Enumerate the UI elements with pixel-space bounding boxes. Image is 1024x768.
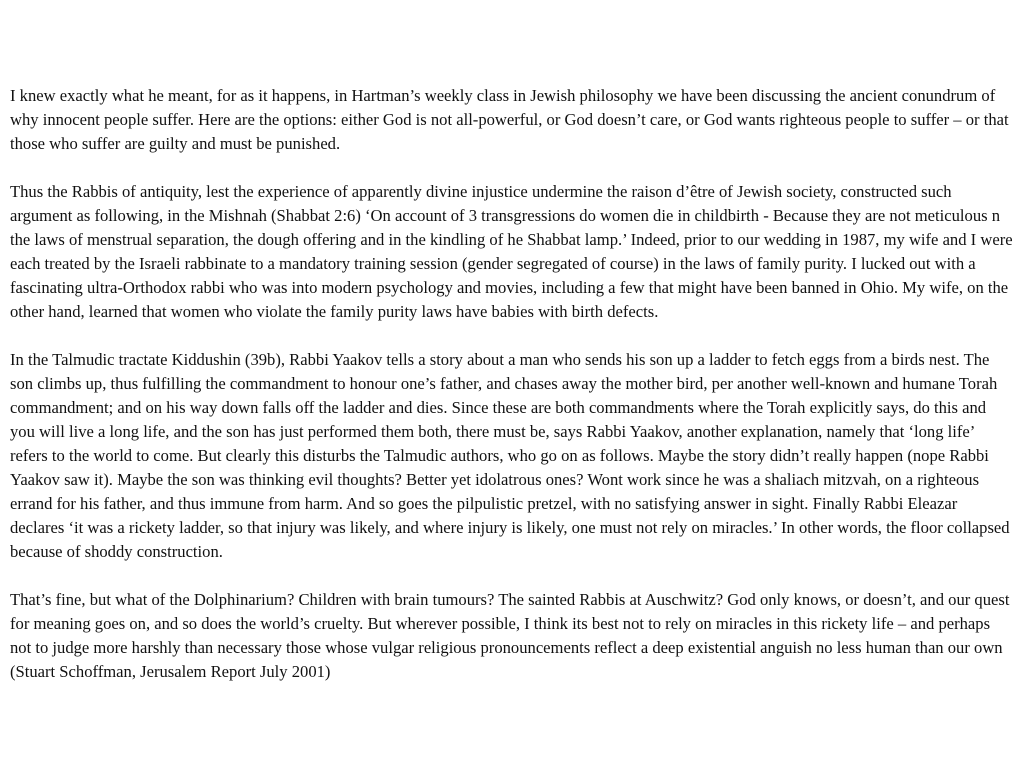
paragraph-rabbis-antiquity: Thus the Rabbis of antiquity, lest the experience of apparently divine injustice undermine the raison d’être of Jewish society, constructed such argument as following, in the Mishnah (Shabbat 2:6) ‘On account of 3 transgressions do women die in childbirth - Because they are not meticulous n the laws of menstrual separation, the dough offering and in the kindling of he Shabbat lamp.’ Indeed, prior to our wedding in 1987, my wife and I were each treated by the Israeli rabbinate to a mandatory training session (gender segregated of course) in the laws of family purity. I lucked out with a fascinating ultra-Orthodox rabbi who was into modern psychology and movies, including a few that might have been banned in Ohio. My wife, on the other hand, learned that women who violate the family purity laws have babies with birth defects. [10,182,1013,321]
paragraph-kiddushin-story: In the Talmudic tractate Kiddushin (39b), Rabbi Yaakov tells a story about a man who sends his son up a ladder to fetch eggs from a birds nest. The son climbs up, thus fulfilling the commandment to honour one’s father, and chases away the mother bird, per another well-known and humane Torah commandment; and on his way down falls off the ladder and dies. Since these are both commandments where the Torah explicitly says, do this and you will live a long life, and the son has just performed them both, there must be, says Rabbi Yaakov, another explanation, namely that ‘long life’ refers to the world to come. But clearly this disturbs the Talmudic authors, who go on as follows. Maybe the story didn’t really happen (nope Rabbi Yaakov saw it). Maybe the son was thinking evil thoughts? Better yet idolatrous ones? Wont work since he was a shaliach mitzvah, on a righteous errand for his father, and thus immune from harm. And so goes the pilpulistic pretzel, with no satisfying answer in sight. Finally Rabbi Eleazar declares ‘it was a rickety ladder, so that injury was likely, and where injury is likely, one must not rely on miracles.’ In other words, the floor collapsed because of shoddy construction. [10,350,1010,561]
paragraph-suffering-options: I knew exactly what he meant, for as it happens, in Hartman’s weekly class in Jewish philosophy we have been discussing the ancient conundrum of why innocent people suffer. Here are the options: either God is not all-powerful, or God doesn’t care, or God wants righteous people to suffer – or that those who suffer are guilty and must be punished. [10,86,1009,153]
paragraph-conclusion: That’s fine, but what of the Dolphinarium? Children with brain tumours? The sainted Rabbis at Auschwitz? God only knows, or doesn’t, and our quest for meaning goes on, and so does the world’s cruelty. But wherever possible, I think its best not to rely on miracles in this rickety life – and perhaps not to judge more harshly than necessary those whose vulgar religious pronouncements reflect a deep existential anguish no less human than our own (Stuart Schoffman, Jerusalem Report July 2001) [10,590,1010,681]
document-body [10,84,1014,684]
